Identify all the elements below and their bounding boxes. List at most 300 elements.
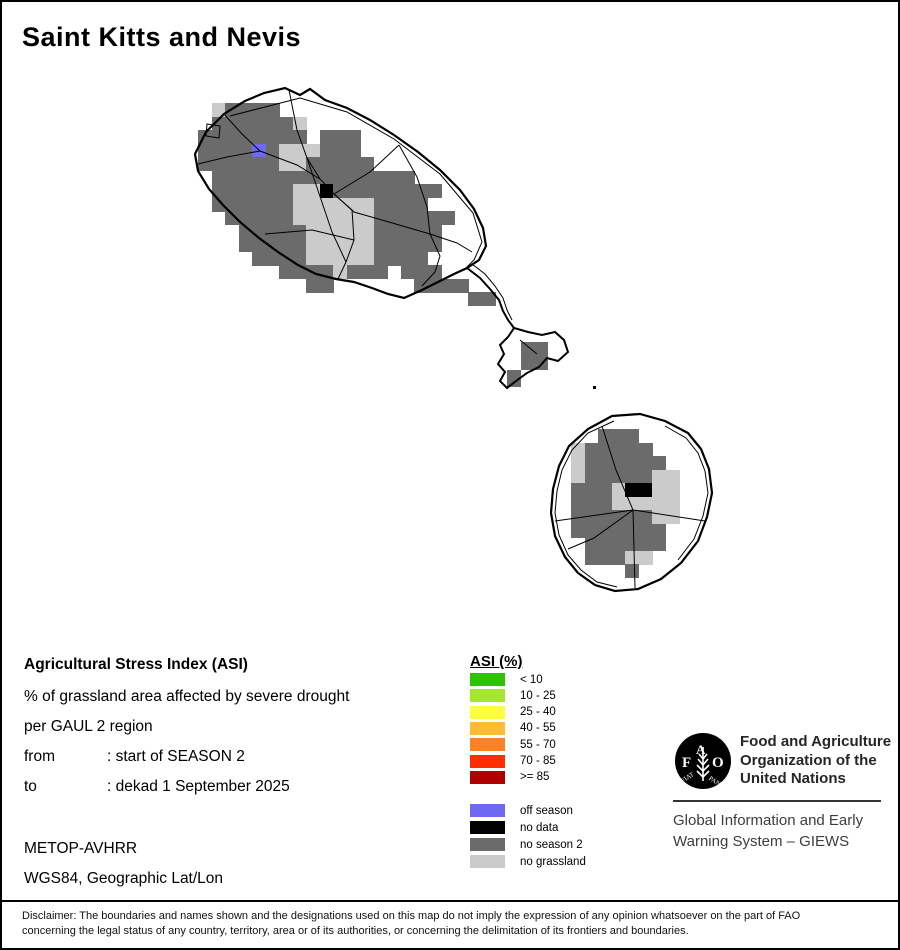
raster-cell	[639, 470, 653, 484]
raster-cell	[306, 184, 320, 198]
raster-cell	[571, 456, 585, 470]
raster-cell	[401, 252, 415, 266]
raster-cell	[625, 497, 639, 511]
raster-cell	[306, 198, 320, 212]
legend-swatch	[470, 821, 505, 834]
raster-cell	[639, 551, 653, 565]
raster-cell	[212, 157, 226, 171]
legend-row-asi-class	[470, 673, 543, 686]
period-from-line	[24, 748, 245, 766]
raster-cell	[266, 211, 280, 225]
raster-cell	[360, 184, 374, 198]
raster-cell	[225, 157, 239, 171]
legend-row-asi-class	[470, 689, 556, 702]
raster-cell	[333, 252, 347, 266]
raster-cell	[279, 171, 293, 185]
raster-cell	[598, 510, 612, 524]
raster-cell	[374, 198, 388, 212]
raster-cell	[279, 117, 293, 131]
raster-cell	[212, 198, 226, 212]
raster-cell	[401, 238, 415, 252]
raster-cell	[625, 483, 639, 497]
raster-cell	[639, 510, 653, 524]
raster-cell	[306, 171, 320, 185]
raster-cell	[598, 456, 612, 470]
raster-cell	[320, 144, 334, 158]
raster-cell	[306, 211, 320, 225]
raster-cell	[414, 225, 428, 239]
raster-cell	[571, 470, 585, 484]
raster-cell	[239, 198, 253, 212]
raster-cell	[198, 157, 212, 171]
raster-cell	[266, 144, 280, 158]
raster-cell	[279, 252, 293, 266]
raster-cell	[252, 130, 266, 144]
raster-cell	[347, 144, 361, 158]
raster-cell	[401, 171, 415, 185]
fao-motto-panis: PANIS	[707, 775, 727, 791]
legend-swatch	[470, 838, 505, 851]
raster-cell	[360, 171, 374, 185]
raster-cell	[625, 456, 639, 470]
legend-row-asi-category	[470, 855, 586, 868]
raster-cell	[612, 429, 626, 443]
raster-cell	[239, 184, 253, 198]
raster-cell	[320, 225, 334, 239]
legend-row-asi-category	[470, 838, 583, 851]
raster-cell	[320, 198, 334, 212]
raster-cell	[320, 184, 334, 198]
raster-cell	[212, 103, 226, 117]
raster-cell	[585, 456, 599, 470]
fao-org-line1: Food and Agriculture	[740, 733, 892, 750]
raster-cell	[198, 144, 212, 158]
raster-cell	[212, 144, 226, 158]
raster-cell	[401, 265, 415, 279]
raster-cell	[320, 265, 334, 279]
raster-cell	[239, 171, 253, 185]
projection-line: WGS84, Geographic Lat/Lon	[24, 870, 224, 887]
raster-cell	[401, 198, 415, 212]
disclaimer-box	[2, 900, 898, 948]
raster-cell	[225, 130, 239, 144]
raster-cell	[347, 184, 361, 198]
legend-swatch	[470, 771, 505, 784]
raster-cell	[279, 238, 293, 252]
raster-cell	[279, 198, 293, 212]
raster-cell	[507, 370, 521, 387]
raster-cell	[387, 184, 401, 198]
raster-cell	[612, 456, 626, 470]
legend-swatch	[470, 706, 505, 719]
raster-cell	[252, 238, 266, 252]
raster-cell	[414, 238, 428, 252]
raster-cell	[279, 157, 293, 171]
raster-cell	[625, 470, 639, 484]
raster-cell	[414, 279, 428, 293]
raster-cell	[293, 252, 307, 266]
raster-cell	[279, 225, 293, 239]
raster-cell	[666, 470, 680, 484]
raster-cell	[252, 211, 266, 225]
raster-cell	[521, 342, 548, 370]
legend-label: no data	[520, 821, 559, 834]
period-to-line	[24, 778, 290, 796]
raster-cell	[266, 252, 280, 266]
from-label: from	[24, 748, 55, 765]
raster-cell	[279, 184, 293, 198]
page-title: Saint Kitts and Nevis	[22, 22, 302, 52]
disclaimer-text	[22, 909, 878, 939]
legend-row-asi-category	[470, 821, 558, 834]
fao-logo-letter-f: F	[682, 755, 692, 771]
raster-cell	[347, 238, 361, 252]
legend-label: no grassland	[520, 855, 586, 868]
raster-cell	[252, 198, 266, 212]
raster-cell	[320, 130, 334, 144]
raster-cell	[360, 265, 374, 279]
raster-cell	[639, 456, 653, 470]
raster-cell	[428, 279, 442, 293]
raster-cell	[225, 117, 239, 131]
raster-cell	[266, 225, 280, 239]
legend-swatch	[470, 722, 505, 735]
raster-cell	[306, 225, 320, 239]
raster-cell	[625, 551, 639, 565]
raster-cell	[652, 456, 666, 470]
raster-cell	[593, 386, 596, 389]
raster-cell	[585, 537, 599, 551]
raster-cell	[652, 524, 666, 538]
fao-logo-letter-a: A	[696, 742, 706, 757]
legend-swatch	[470, 804, 505, 817]
to-label: to	[24, 778, 37, 795]
raster-cell	[279, 211, 293, 225]
raster-cell	[428, 184, 442, 198]
raster-cell	[225, 198, 239, 212]
legend-swatch	[470, 755, 505, 768]
raster-cell	[639, 497, 653, 511]
raster-cell	[293, 144, 307, 158]
raster-cell	[347, 252, 361, 266]
raster-cell	[401, 184, 415, 198]
raster-cell	[252, 103, 266, 117]
raster-cell	[652, 537, 666, 551]
raster-cell	[252, 252, 266, 266]
raster-cell	[293, 157, 307, 171]
raster-cell	[225, 144, 239, 158]
raster-cell	[252, 225, 266, 239]
raster-cell	[387, 198, 401, 212]
giews-line1: Global Information and Early	[673, 812, 864, 829]
disclaimer-line1: Disclaimer: The boundaries and names shown and the designations used on this map do not imply the expression of any opinion whatsoever on the part of FAO	[22, 910, 801, 922]
raster-cell	[571, 510, 585, 524]
legend-row-asi-class	[470, 722, 556, 735]
raster-cell	[239, 103, 253, 117]
legend-label: 10 - 25	[520, 689, 556, 702]
raster-cell	[347, 265, 361, 279]
raster-cell	[212, 130, 226, 144]
raster-cell	[266, 157, 280, 171]
raster-cell	[333, 211, 347, 225]
raster-cell	[225, 103, 239, 117]
raster-cell	[360, 157, 374, 171]
raster-cell	[612, 551, 626, 565]
raster-cell	[639, 483, 653, 497]
raster-cell	[293, 238, 307, 252]
raster-cell	[612, 470, 626, 484]
raster-cell	[585, 524, 599, 538]
raster-cell	[598, 497, 612, 511]
raster-cell	[374, 238, 388, 252]
raster-cell	[612, 483, 626, 497]
raster-cell	[225, 211, 239, 225]
raster-cell	[612, 524, 626, 538]
raster-cell	[585, 497, 599, 511]
raster-cell	[225, 171, 239, 185]
legend-label: 70 - 85	[520, 755, 556, 767]
raster-cell	[441, 279, 455, 293]
raster-cell	[252, 157, 266, 171]
raster-cell	[360, 211, 374, 225]
raster-cell	[585, 510, 599, 524]
raster-cell	[598, 524, 612, 538]
legend-row-asi-class	[470, 738, 556, 751]
raster-cell	[279, 130, 293, 144]
raster-cell	[639, 524, 653, 538]
raster-cell	[598, 483, 612, 497]
legend-label: no season 2	[520, 838, 583, 851]
legend-label: off season	[520, 804, 573, 817]
raster-cell	[279, 265, 293, 279]
fao-divider-line	[673, 800, 881, 802]
legend-row-asi-class	[470, 706, 556, 719]
legend-swatch	[470, 738, 505, 751]
fao-org-line3: United Nations	[740, 770, 846, 787]
fao-org-line2: Organization of the	[740, 751, 877, 769]
legend-row-asi-category	[470, 804, 573, 817]
raster-cell	[612, 497, 626, 511]
raster-cell	[252, 184, 266, 198]
raster-cell	[360, 198, 374, 212]
raster-cell	[414, 265, 428, 279]
raster-cell	[387, 211, 401, 225]
legend-swatch	[470, 689, 505, 702]
raster-cell	[441, 211, 455, 225]
raster-cell	[212, 184, 226, 198]
raster-cell	[387, 225, 401, 239]
raster-cell	[320, 211, 334, 225]
legend-swatch	[470, 855, 505, 868]
map-boundaries	[2, 2, 898, 948]
legend-swatch	[470, 673, 505, 686]
raster-cell	[360, 252, 374, 266]
raster-cell	[625, 537, 639, 551]
raster-cell	[666, 510, 680, 524]
raster-cell	[347, 130, 361, 144]
raster-cell	[652, 510, 666, 524]
legend-label: 40 - 55	[520, 722, 556, 735]
raster-cell	[414, 252, 428, 266]
raster-cell	[428, 265, 442, 279]
raster-cell	[333, 157, 347, 171]
raster-cell	[347, 171, 361, 185]
raster-cell	[239, 157, 253, 171]
raster-cell	[306, 144, 320, 158]
raster-cell	[266, 184, 280, 198]
raster-cell	[414, 198, 428, 212]
raster-cell	[598, 470, 612, 484]
raster-cell	[387, 171, 401, 185]
raster-cell	[347, 211, 361, 225]
raster-cell	[293, 265, 307, 279]
raster-cell	[333, 184, 347, 198]
raster-cell	[293, 225, 307, 239]
raster-cell	[320, 279, 334, 293]
raster-cell	[306, 252, 320, 266]
raster-cell	[666, 497, 680, 511]
raster-cell	[225, 184, 239, 198]
raster-cell	[333, 265, 347, 279]
raster-cell	[612, 537, 626, 551]
raster-cell	[279, 144, 293, 158]
raster-cell	[625, 524, 639, 538]
raster-cell	[612, 510, 626, 524]
raster-cell	[652, 497, 666, 511]
raster-cell	[333, 198, 347, 212]
raster-cell	[252, 117, 266, 131]
raster-cell	[652, 470, 666, 484]
raster-cell	[198, 130, 212, 144]
raster-cell	[293, 198, 307, 212]
raster-cell	[266, 103, 280, 117]
raster-cell	[239, 225, 253, 239]
fao-motto-fiat: FIAT	[680, 771, 696, 785]
raster-cell	[598, 551, 612, 565]
legend-label: < 10	[520, 673, 543, 686]
raster-cell	[306, 265, 320, 279]
raster-cell	[333, 238, 347, 252]
raster-cell	[333, 144, 347, 158]
raster-cell	[347, 157, 361, 171]
raster-cell	[666, 483, 680, 497]
legend-row-asi-class	[470, 755, 556, 768]
raster-cell	[293, 130, 307, 144]
giews-name	[673, 810, 863, 852]
raster-cell	[387, 252, 401, 266]
raster-cell	[306, 279, 320, 293]
raster-cell	[239, 211, 253, 225]
raster-cell	[306, 238, 320, 252]
raster-cell	[293, 184, 307, 198]
raster-cell	[266, 198, 280, 212]
raster-cell	[320, 252, 334, 266]
fao-logo-letter-o: O	[712, 755, 724, 771]
raster-cell	[360, 238, 374, 252]
raster-cell	[252, 144, 266, 158]
raster-cell	[320, 171, 334, 185]
asi-region-line: per GAUL 2 region	[24, 718, 153, 735]
raster-cell	[585, 443, 599, 457]
raster-cell	[306, 157, 320, 171]
raster-cell	[585, 470, 599, 484]
legend-label: 55 - 70	[520, 738, 556, 751]
raster-cell	[414, 184, 428, 198]
raster-cell	[639, 537, 653, 551]
raster-cell	[293, 171, 307, 185]
raster-cell	[612, 443, 626, 457]
raster-cell	[625, 564, 639, 578]
legend-label: 25 - 40	[520, 706, 556, 719]
raster-cell	[585, 483, 599, 497]
from-value: : start of SEASON 2	[107, 748, 245, 765]
raster-cell	[387, 238, 401, 252]
legend-label: >= 85	[520, 771, 550, 784]
raster-cell	[374, 184, 388, 198]
raster-cell	[401, 225, 415, 239]
raster-cell	[598, 443, 612, 457]
raster-cell	[414, 211, 428, 225]
raster-cell	[347, 225, 361, 239]
raster-cell	[212, 117, 226, 131]
raster-cell	[212, 171, 226, 185]
raster-cell	[333, 225, 347, 239]
raster-cell	[428, 211, 442, 225]
raster-cell	[625, 429, 639, 443]
raster-cell	[374, 211, 388, 225]
fao-org-name	[740, 733, 891, 789]
legend-title: ASI (%)	[470, 653, 523, 670]
raster-cell	[374, 225, 388, 239]
raster-cell	[239, 130, 253, 144]
legend-row-asi-class	[470, 771, 549, 784]
raster-cell	[333, 171, 347, 185]
raster-cell	[293, 211, 307, 225]
raster-cell	[266, 130, 280, 144]
raster-cell	[428, 225, 442, 239]
raster-cell	[374, 171, 388, 185]
raster-cell	[571, 443, 585, 457]
raster-cell	[625, 443, 639, 457]
raster-cell	[585, 551, 599, 565]
raster-cell	[266, 171, 280, 185]
raster-cell	[482, 292, 496, 306]
raster-cell	[598, 429, 612, 443]
disclaimer-line2: concerning the legal status of any country, territory, area or of its authorities, or concerning the delimitation of its frontiers and boundaries.	[22, 925, 689, 937]
raster-cell	[333, 130, 347, 144]
sensor-line: METOP-AVHRR	[24, 840, 138, 857]
raster-cell	[266, 238, 280, 252]
raster-cell	[239, 238, 253, 252]
raster-cell	[239, 117, 253, 131]
raster-cell	[293, 117, 307, 131]
raster-cell	[360, 225, 374, 239]
raster-cell	[252, 171, 266, 185]
raster-cell	[571, 497, 585, 511]
raster-cell	[374, 252, 388, 266]
to-value: : dekad 1 September 2025	[107, 778, 290, 795]
raster-cell	[401, 211, 415, 225]
raster-cell	[571, 483, 585, 497]
raster-cell	[625, 510, 639, 524]
raster-cell	[428, 238, 442, 252]
raster-cell	[239, 144, 253, 158]
raster-cell	[455, 279, 469, 293]
raster-cell	[468, 292, 482, 306]
raster-cell	[320, 238, 334, 252]
giews-line2: Warning System – GIEWS	[673, 833, 850, 850]
raster-cell	[266, 117, 280, 131]
